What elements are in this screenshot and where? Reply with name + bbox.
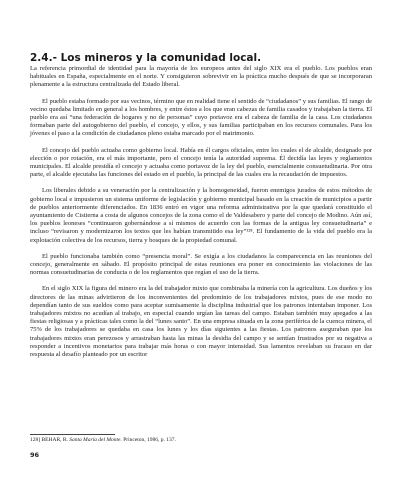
paragraph-3: El concejo del pueblo actuaba como gobierno local. Había en él cargos oficiales, entre los cuales el de alcalde, designado por elección o por rotación, era el más importante, pero el concejo tenía la autoridad suprema. Él decidía las leyes y reglamentos municipales. El alcalde presidía el concejo y actuaba como portavoz de la ley del pueblo, esencialmente consuetudinaria. Por otra parte, el alcalde ejecutaba las funciones del estado en el pueblo, la principal de las cuales era la recaudación de impuestos.: [30, 146, 372, 179]
footnote-marker: 128]: [30, 437, 41, 443]
paragraph-6: En el siglo XIX la figura del minero era la del trabajador mixto que combinaba la minería con la agricultura. Los dueños y los directores de las minas advirtieron de los inconvenientes del predominio de los trabajadores mixtos, pues de ese modo no dependían tanto de sus sueldos como para aceptar sumisamente la disciplina industrial que los patronos intentaban imponer. Los trabajadores mixtos no acudían al trabajo, en especial cuando urgían las tareas del campo. Estaban también muy apegados a las fiestas religiosas y a prácticas tales como la del “lunes santo”. En una empresa situada en la zona periférica de la cuenca minera, el 75% de los trabajadores se quedaba en casa los lunes y los días siguientes a las fiestas. Los patronos aseguraban que los trabajadores mixtos eran perezosos y arrastraban hasta las minas la desidia del campo y se sentían frustrados por su negativa a responder a incentivos monetarios para trabajar más horas o con mayor intensidad. Sus lamentos revelaban su fracaso en dar respuesta al desafío planteado por un escritor: [30, 285, 372, 359]
paragraph-4: Los liberales debido a su veneración por la centralización y la homogeneidad, fueron enemigos jurados de estos métodos de gobierno local e impusieron un sistema uniforme de legislación y gobierno municipal basado en la creación de municipios a partir de pueblos anteriormente diferenciados. En 1836 entró en vigor una reforma administrativa por la que quedará constituido el ayuntamiento de Cistierna a costa de algunos concejos de la zona como el de Valdesabero y parte del concejo de Modino. Aún así, los pueblos leoneses “continuaron gobernándose a sí mismos de acuerdo con las formas de la antigua ley consuetudinaria” e incluso “revisaron y modernizaron los textos que les habían transmitido esa ley”¹²⁸. El fundamento de la vida del pueblo era la explotación colectiva de los recursos, tierra y bosques de la propiedad comunal.: [30, 187, 372, 244]
paragraph-1: La referencia primordial de identidad para la mayoría de los europeos antes del siglo XIX era el pueblo. Los pueblos eran habituales en España, especialmente en el norte. Y consiguieron sobrevivir en la práctica mucho después de que se incorporaran plenamente a la estructura centralizada del Estado liberal.: [30, 65, 372, 89]
section-heading: 2.4.- Los mineros y la comunidad local.: [30, 51, 262, 64]
footnote-title: Santa María del Monte.: [69, 437, 122, 443]
footnote-divider: [30, 434, 115, 435]
body-text: [30, 65, 372, 365]
footnote: [30, 437, 176, 444]
footnote-author: BEHAR, R.: [41, 437, 68, 443]
document-page: [30, 0, 370, 480]
page-number: 96: [30, 451, 40, 459]
paragraph-2: El pueblo estaba formado por sus vecinos, término que en realidad tiene el sentido de “ciudadanos” y sus familias. El rango de vecino quedaba limitado en general a los hombres, y entre éstos a los que eran cabezas de familia casados y trabajaban la tierra. El pueblo era así “una federación de hogares y no de personas” cuyo portavoz era el cabeza de familia de la casa. Los ciudadanos formaban parte del autogobierno del pueblo, el concejo, y ellos, y sus familias participaban en los recursos comunales. Para los jóvenes el paso a la condición de ciudadanos pleno estaba marcado por el matrimonio.: [30, 97, 372, 138]
paragraph-5: El pueblo funcionaba también como “presencia moral”. Se exigía a los ciudadanos la comparecencia en las reuniones del concejo, generalmente en sábado. El propósito principal de estas reuniones era poner en conocimiento las violaciones de las normas consuetudinarias de conducta o de los reglamentos que regían el uso de la tierra.: [30, 252, 372, 277]
footnote-rest: Princeton, 1986, p. 137.: [123, 437, 176, 443]
